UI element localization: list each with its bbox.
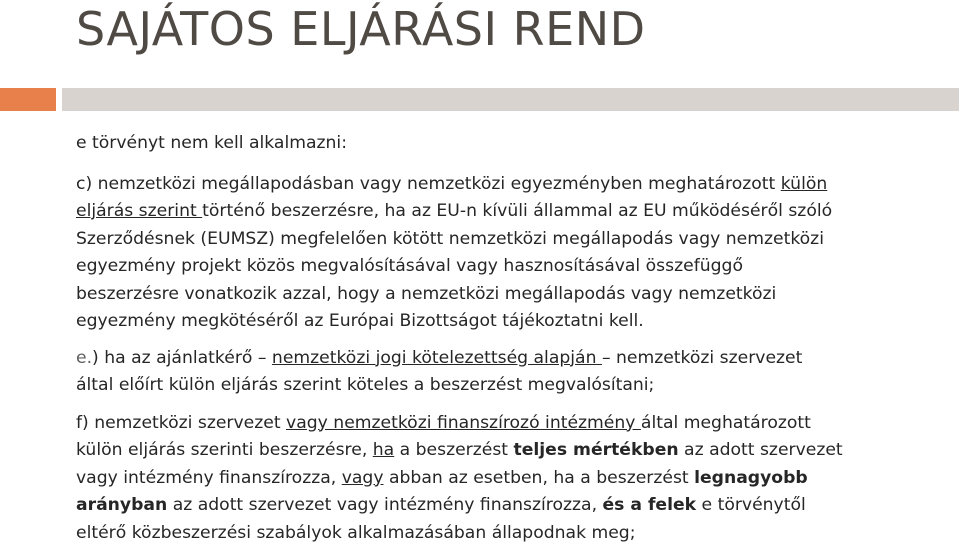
accent-bar <box>62 88 959 111</box>
item-f-bold-aranyban: arányban <box>76 495 168 515</box>
item-f-link-intezmeny: vagy nemzetközi finanszírozó intézmény <box>286 412 641 433</box>
accent-square <box>0 88 56 111</box>
item-f-link-vagy: vagy <box>341 467 384 488</box>
item-f-bold-felek: és a felek <box>602 495 697 515</box>
intro-text: e törvényt nem kell alkalmazni: <box>76 133 347 153</box>
item-c-link-eljaras: eljárás szerint <box>76 201 203 221</box>
item-f-paragraph: f) nemzetközi szervezet vagy nemzetközi finanszírozó intézmény által meghatározott külön eljárás szerinti beszerzésre, ha a beszerzést teljes mértékben az adott szervezet vagy intézmény finanszírozza, vagy abban az esetben, ha a beszerzést legnagyobb arányban az adott szervezet vagy intézmény finanszírozza, és a felek e törvénytől eltérő közbeszerzési szabályok alkalmazásában állapodnak meg; <box>76 412 843 543</box>
item-e-paragraph: e.) ha az ajánlatkérő – nemzetközi jogi kötelezettség alapján – nemzetközi szervezet által előírt külön eljárás szerint köteles a beszerzést megvalósítani; <box>76 347 803 395</box>
item-f-bold-teljes: teljes mértékben <box>513 440 679 460</box>
item-e-link: nemzetközi jogi kötelezettség alapján <box>271 347 602 368</box>
slide-content <box>76 130 946 547</box>
item-f-link-ha: ha <box>372 440 395 460</box>
item-e-prefix: e. <box>76 347 93 368</box>
item-c-paragraph: c) nemzetközi megállapodásban vagy nemzetközi egyezményben meghatározott külön eljárás szerint történő beszerzésre, ha az EU-n kívüli állammal az EU működéséről szóló Szerződésnek (EUMSZ) megfelelően kötött nemzetközi megállapodás vagy nemzetközi egyezmény projekt közös megvalósításával vagy hasznosításával összefüggő beszerzésre vonatkozik azzal, hogy a nemzetközi megállapodás vagy nemzetközi egyezmény megkötéséről az Európai Bizottságot tájékoztatni kell. <box>76 173 833 331</box>
slide-title: SAJÁTOS ELJÁRÁSI REND <box>76 2 646 56</box>
item-f-bold-legnagyobb: legnagyobb <box>694 467 808 488</box>
item-c-link-kulon: külön <box>780 173 828 194</box>
